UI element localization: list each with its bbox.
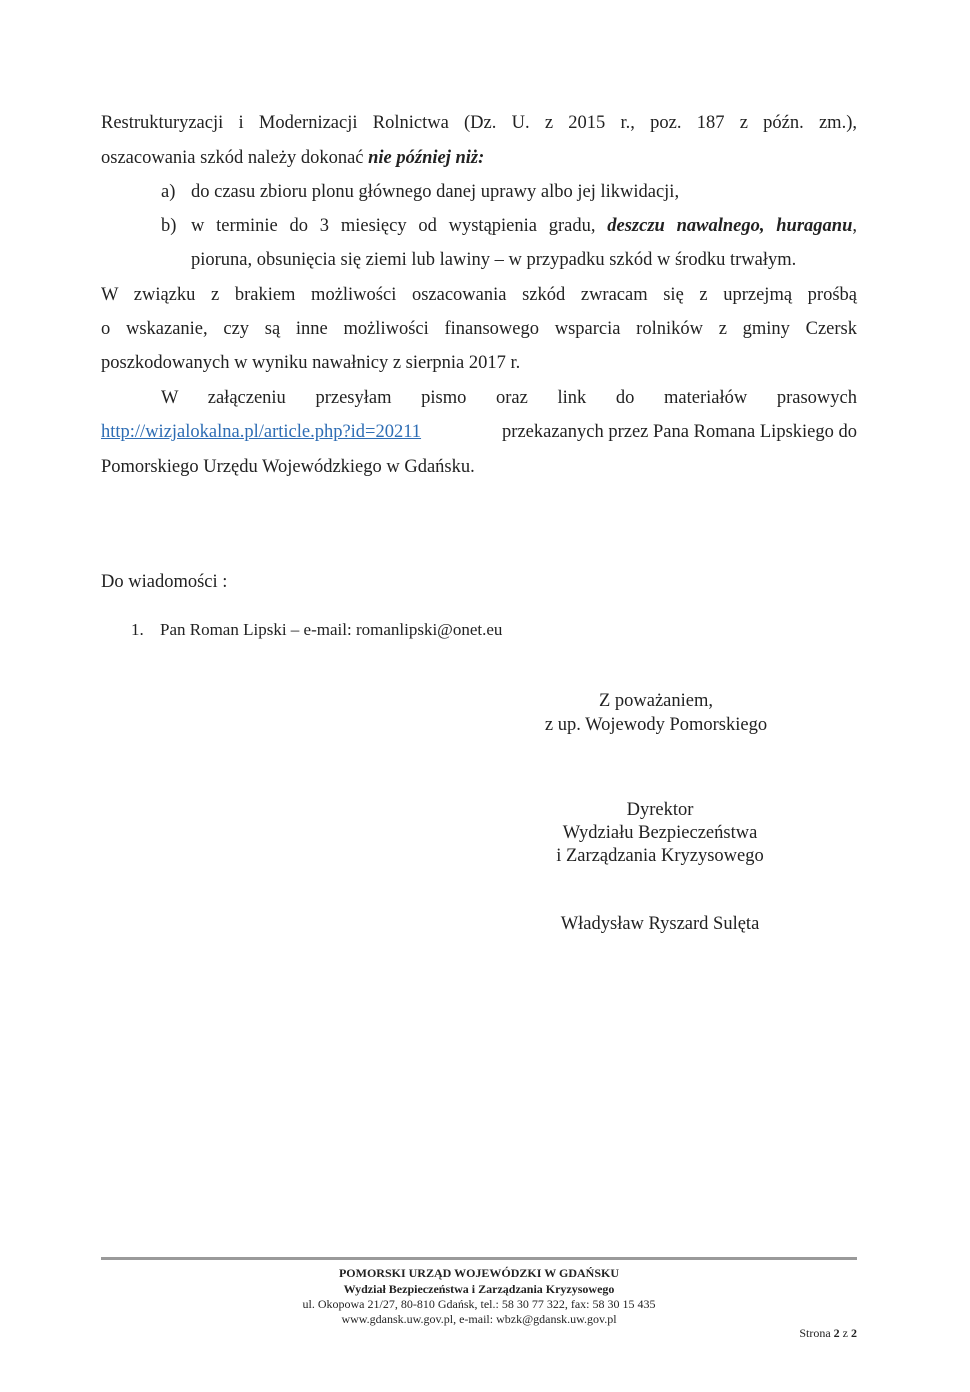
para1-line2: oszacowania szkód należy dokonać nie później niż:	[101, 148, 485, 168]
para2-line1: W związku z brakiem możliwości oszacowania szkód zwracam się z uprzejmą prośbą	[101, 285, 857, 305]
cc-item-text: Pan Roman Lipski – e-mail: romanlipski@onet.eu	[160, 620, 503, 639]
footer-organization: POMORSKI URZĄD WOJEWÓDZKI W GDAŃSKU	[338, 1266, 620, 1280]
press-materials-link[interactable]: http://wizjalokalna.pl/article.php?id=20211	[101, 422, 422, 442]
list-marker-b: b)	[161, 216, 177, 236]
list-item-a-text: do czasu zbioru plonu głównego danej uprawy albo jej likwidacji,	[191, 182, 680, 202]
emphasis-weather: deszczu nawalnego, huraganu	[607, 216, 853, 236]
list-item-b-line1: w terminie do 3 miesięcy od wystąpienia gradu, deszczu nawalnego, huraganu,	[191, 216, 857, 236]
signature-title-3: i Zarządzania Kryzysowego	[556, 846, 764, 866]
signature-closing: Z poważaniem,	[598, 691, 714, 711]
footer-address: ul. Okopowa 21/27, 80-810 Gdańsk, tel.: 58 30 77 322, fax: 58 30 15 435	[302, 1297, 656, 1311]
para3-line3: Pomorskiego Urzędu Wojewódzkiego w Gdańsku.	[101, 457, 475, 477]
para1-line1: Restrukturyzacji i Modernizacji Rolnictwa (Dz. U. z 2015 r., poz. 187 z późn. zm.),	[101, 113, 857, 133]
para2-line2: o wskazanie, czy są inne możliwości finansowego wsparcia rolników z gminy Czersk	[101, 319, 857, 339]
cc-item-number: 1.	[131, 620, 144, 639]
cc-heading: Do wiadomości :	[101, 572, 228, 592]
signatory-name: Władysław Ryszard Sulęta	[560, 914, 760, 934]
footer-department: Wydział Bezpieczeństwa i Zarządzania Kryzysowego	[343, 1282, 615, 1296]
signature-title-2: Wydziału Bezpieczeństwa	[562, 823, 758, 843]
page-number: Strona 2 z 2	[799, 1326, 857, 1340]
para2-line3: poszkodowanych w wyniku nawałnicy z sierpnia 2017 r.	[101, 353, 521, 373]
footer-divider	[101, 1257, 857, 1260]
emphasis-deadline: nie później niż:	[368, 148, 485, 168]
signature-authority: z up. Wojewody Pomorskiego	[544, 715, 768, 735]
signature-title-1: Dyrektor	[626, 800, 694, 820]
para3-line1: W załączeniu przesyłam pismo oraz link do materiałów prasowych	[161, 388, 857, 408]
footer-web: www.gdansk.uw.gov.pl, e-mail: wbzk@gdansk.uw.gov.pl	[341, 1312, 617, 1326]
para3-line2-post: przekazanych przez Pana Romana Lipskiego do	[502, 422, 857, 442]
para3-line2-link-wrap	[101, 420, 421, 444]
list-marker-a: a)	[161, 182, 176, 202]
list-item-b-line2: pioruna, obsunięcia się ziemi lub lawiny – w przypadku szkód w środku trwałym.	[191, 250, 797, 270]
